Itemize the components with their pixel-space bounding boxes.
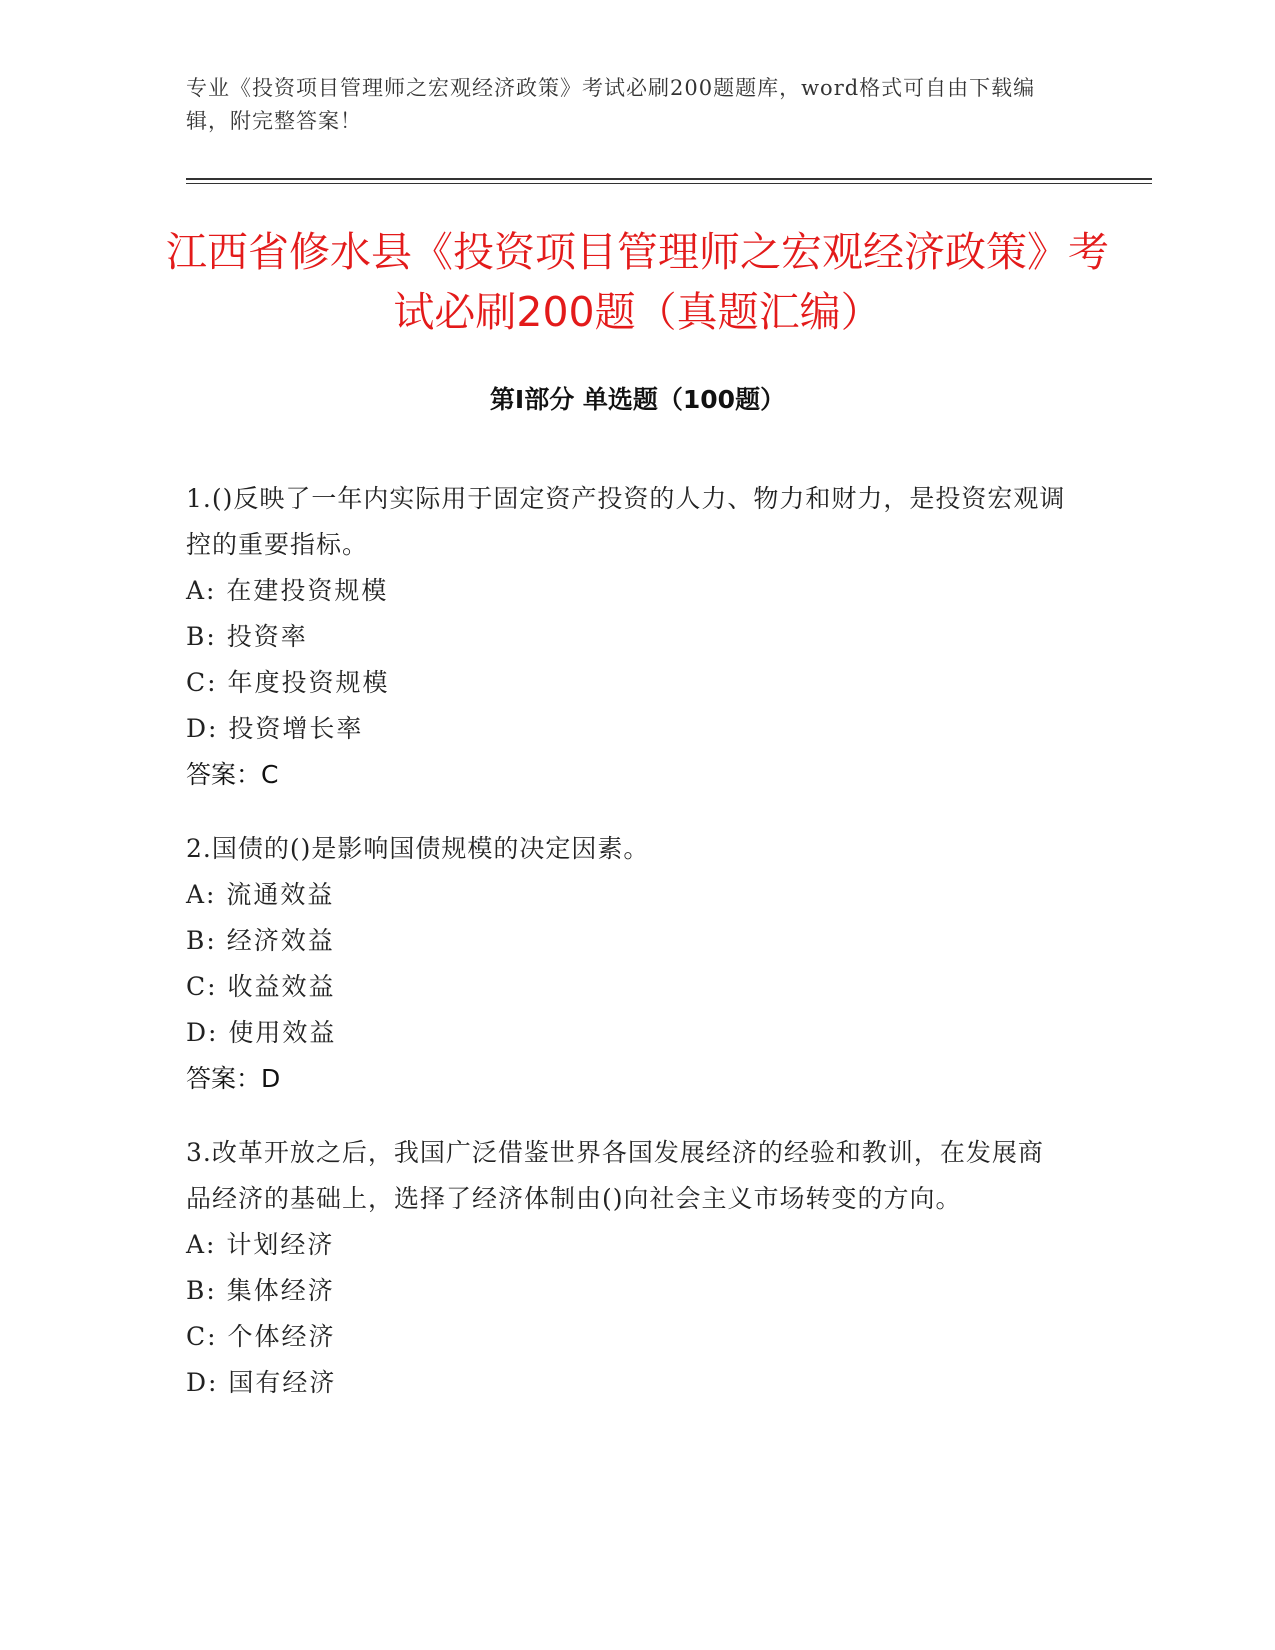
option-d: D: 投资增长率 xyxy=(186,714,364,743)
option-a: A: 流通效益 xyxy=(186,880,335,909)
header-rule-thin xyxy=(186,183,1152,184)
question-list xyxy=(186,476,1066,1434)
option-b: B: 经济效益 xyxy=(186,926,335,955)
option-c: C: 年度投资规模 xyxy=(186,668,390,697)
option-d: D: 使用效益 xyxy=(186,1018,337,1047)
option-d: D: 国有经济 xyxy=(186,1368,337,1397)
question-2 xyxy=(186,826,1066,1102)
answer-line: 答案：C xyxy=(186,760,279,789)
option-b: B: 集体经济 xyxy=(186,1276,335,1305)
question-3 xyxy=(186,1130,1066,1406)
question-text: 1.()反映了一年内实际用于固定资产投资的人力、物力和财力，是投资宏观调控的重要指标。 xyxy=(186,484,1066,559)
option-b: B: 投资率 xyxy=(186,622,308,651)
option-a: A: 在建投资规模 xyxy=(186,576,389,605)
question-text: 2.国债的()是影响国债规模的决定因素。 xyxy=(186,834,650,863)
header-note: 专业《投资项目管理师之宏观经济政策》考试必刷200题题库，word格式可自由下载编辑，附完整答案！ xyxy=(186,76,1036,133)
document-title: 江西省修水县《投资项目管理师之宏观经济政策》考试必刷200题（真题汇编） xyxy=(166,228,1109,336)
option-c: C: 收益效益 xyxy=(186,972,336,1001)
option-a: A: 计划经济 xyxy=(186,1230,335,1259)
section-heading: 第I部分 单选题（100题） xyxy=(489,385,786,414)
option-c: C: 个体经济 xyxy=(186,1322,336,1351)
question-text: 3.改革开放之后，我国广泛借鉴世界各国发展经济的经验和教训，在发展商品经济的基础上，选择了经济体制由()向社会主义市场转变的方向。 xyxy=(186,1138,1044,1213)
question-1 xyxy=(186,476,1066,798)
header-rule-thick xyxy=(186,178,1152,180)
answer-line: 答案：D xyxy=(186,1064,281,1093)
